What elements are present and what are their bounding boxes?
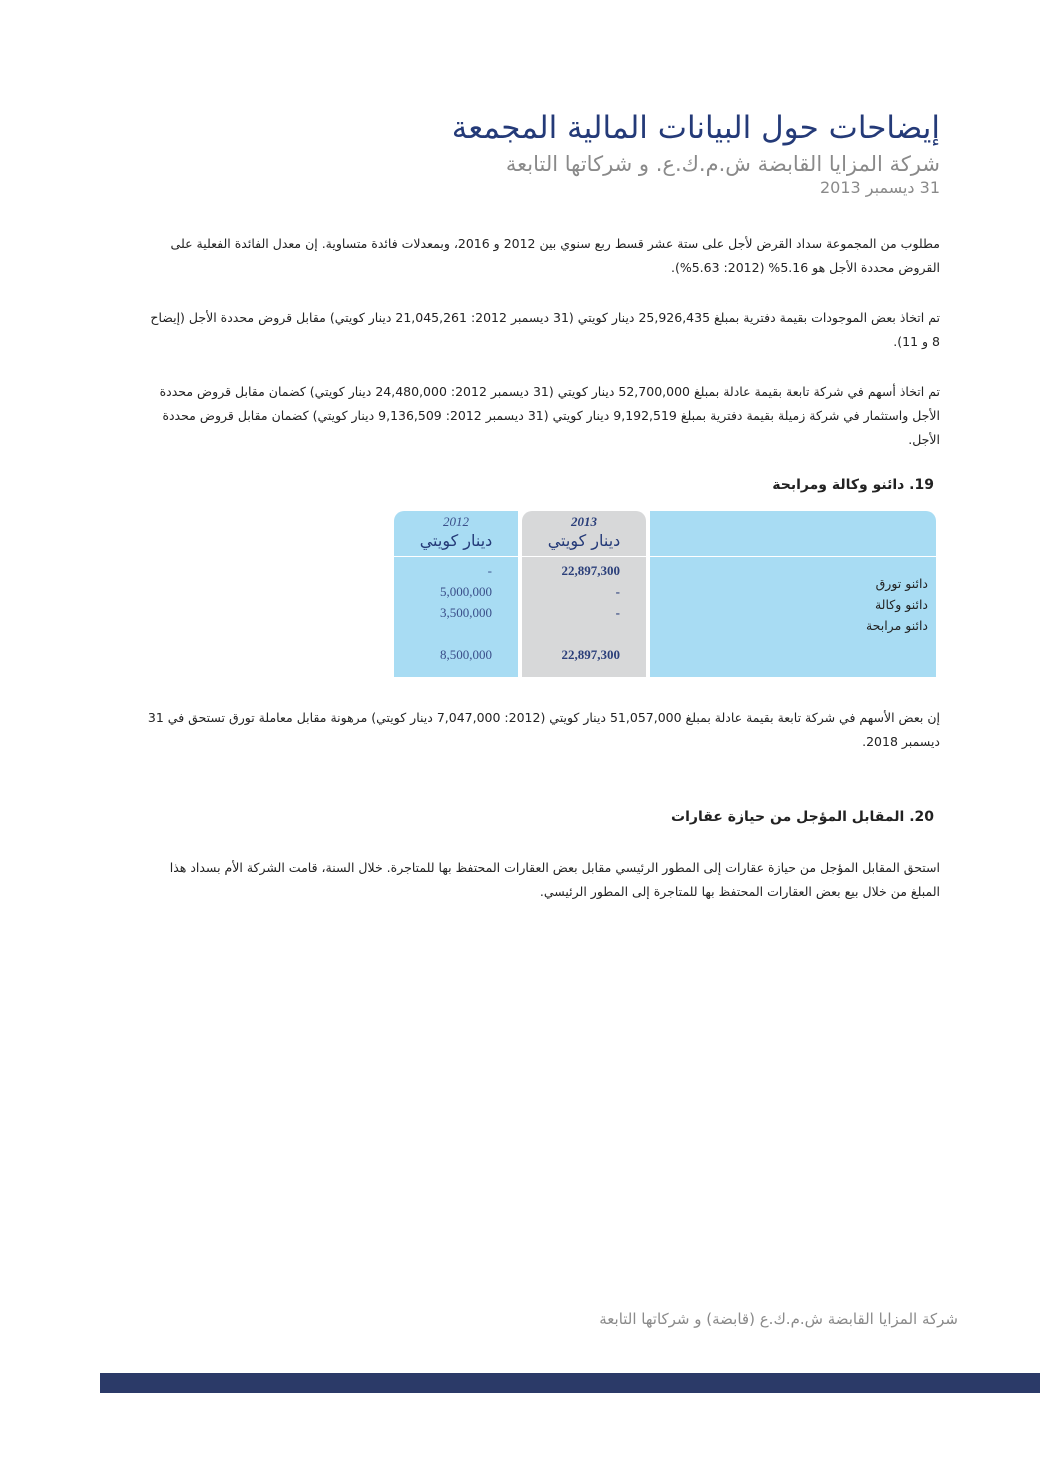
cell-murabaha-2013: - <box>615 605 620 620</box>
column-2012 <box>394 511 518 677</box>
currency-2012-header: دينار كويتي <box>419 531 493 550</box>
cell-total-2012: 8,500,000 <box>440 647 492 662</box>
report-date: 31 ديسمبر 2013 <box>819 178 940 197</box>
row-label-murabaha: دائنو مرابحة <box>865 618 928 633</box>
paragraph-loan-repayment: مطلوب من المجموعة سداد القرض لأجل على ستة عشر قسط ربع سنوي بين 2012 و 2016، وبمعدلات فائدة متساوية. إن معدل الفائدة الفعلية على القروض محددة الأجل هو 5.16% (2012: 5.63%). <box>170 236 940 275</box>
cell-tawarruq-2012: - <box>487 563 492 578</box>
cell-wakala-2012: 5,000,000 <box>440 584 492 599</box>
currency-2013-header: دينار كويتي <box>547 531 621 550</box>
section-20-heading: 20. المقابل المؤجل من حيازة عقارات <box>671 809 934 825</box>
company-subtitle: شركة المزايا القابضة ش.م.ك.ع. و شركاتها التابعة <box>505 152 940 176</box>
page-title: إيضاحات حول البيانات المالية المجمعة <box>451 110 940 146</box>
row-label-tawarruq: دائنو تورق <box>875 576 928 591</box>
paragraph-pledged-shares: تم اتخاذ أسهم في شركة تابعة بقيمة عادلة بمبلغ 52,700,000 دينار كويتي (31 ديسمبر 2012: 24,480,000 دينار كويتي) كضمان مقابل قروض محددة الأجل واستثمار في شركة زميلة بقيمة دفترية بمبلغ 9,192,519 دينار كويتي (31 ديسمبر 2012: 9,136,509 دينار كويتي) كضمان مقابل قروض محددة الأجل. <box>159 384 940 447</box>
section-19-heading: 19. دائنو وكالة ومرابحة <box>772 477 934 493</box>
header-divider <box>522 556 646 557</box>
wakala-murabaha-table <box>394 511 936 677</box>
cell-tawarruq-2013: 22,897,300 <box>561 563 620 578</box>
cell-total-2013: 22,897,300 <box>561 647 620 662</box>
footer-company-name: شركة المزايا القابضة ش.م.ك.ع (قابضة) و شركاتها التابعة <box>599 1310 958 1328</box>
row-label-wakala: دائنو وكالة <box>874 597 928 612</box>
header-divider <box>394 556 518 557</box>
column-2013 <box>522 511 646 677</box>
paragraph-pledged-assets: تم اتخاذ بعض الموجودات بقيمة دفترية بمبلغ 25,926,435 دينار كويتي (31 ديسمبر 2012: 21,045,261 دينار كويتي) مقابل قروض محددة الأجل (إيضاح 8 و 11). <box>150 310 940 349</box>
cell-wakala-2013: - <box>615 584 620 599</box>
paragraph-deferred-consideration: استحق المقابل المؤجل من حيازة عقارات إلى المطور الرئيسي مقابل بعض العقارات المحتفظ بها للمتاجرة. خلال السنة، قامت الشركة الأم بسداد هذا المبلغ من خلال بيع بعض العقارات المحتفظ بها للمتاجرة إلى المطور الرئيسي. <box>169 860 940 899</box>
header-divider <box>650 556 936 557</box>
column-labels <box>650 511 936 677</box>
year-2013-header: 2013 <box>571 514 597 529</box>
footer-bar <box>100 1373 1040 1393</box>
cell-murabaha-2012: 3,500,000 <box>440 605 492 620</box>
year-2012-header: 2012 <box>443 514 469 529</box>
paragraph-tawarruq-pledge: إن بعض الأسهم في شركة تابعة بقيمة عادلة بمبلغ 51,057,000 دينار كويتي (2012: 7,047,000 دينار كويتي) مرهونة مقابل معاملة تورق تستحق في 31 ديسمبر 2018. <box>147 710 940 749</box>
